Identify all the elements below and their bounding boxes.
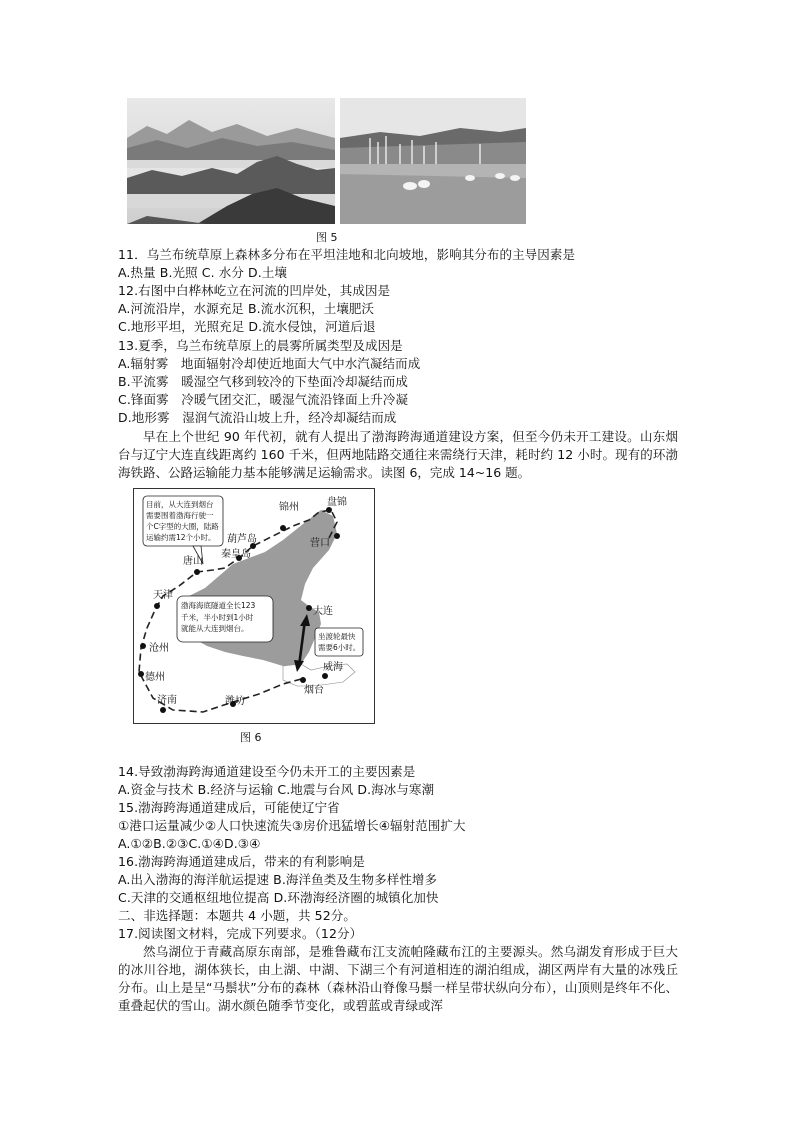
callout-line: 渤海海底隧道全长123 <box>181 601 256 610</box>
city-label-yantai: 烟台 <box>304 685 324 696</box>
city-label-yingkou: 营口 <box>310 538 330 549</box>
question-12-options-cd: C.地形平坦，光照充足 D.流水侵蚀，河道后退 <box>118 319 376 334</box>
bohai-map <box>133 488 375 724</box>
city-label-huludao: 葫芦岛 <box>227 534 257 545</box>
question-16-options-cd: C.天津的交通枢纽地位提高 D.环渤海经济圈的城镇化加快 <box>118 890 439 905</box>
question-16-stem: 16.渤海跨海通道建成后，带来的有利影响是 <box>118 854 365 869</box>
callout-ferry <box>318 631 360 653</box>
city-label-weifang: 潍坊 <box>225 696 245 707</box>
question-13-option-b: B.平流雾 暖湿空气移到较冷的下垫面冷却凝结而成 <box>118 374 408 389</box>
callout-line: 千米，半小时到1小时 <box>181 612 254 622</box>
city-label-jinzhou: 锦州 <box>279 502 299 513</box>
figure-6-caption: 图 6 <box>240 731 262 744</box>
city-label-weihai: 威海 <box>323 662 343 673</box>
callout-line: 坐渡轮最快 <box>318 632 356 641</box>
question-13-option-c: C.锋面雾 冷暖气团交汇，暖湿气流沿锋面上升冷凝 <box>118 392 409 407</box>
city-label-panjin: 盘锦 <box>327 497 347 508</box>
callout-line: 就能从大连到烟台。 <box>181 624 249 633</box>
question-13-option-d: D.地形雾 湿润气流沿山坡上升，经冷却凝结而成 <box>118 410 397 425</box>
question-13-option-a: A.辐射雾 地面辐射冷却使近地面大气中水汽凝结而成 <box>118 356 421 371</box>
city-label-cangzhou: 沧州 <box>149 643 169 654</box>
callout-tunnel <box>181 600 255 635</box>
question-14-options: A.资金与技术 B.经济与运输 C.地震与台风 D.海冰与寒潮 <box>118 782 435 797</box>
section-2-heading: 二、非选择题：本题共 4 小题，共 52分。 <box>118 908 356 923</box>
callout-line: 需要6小时。 <box>318 643 361 652</box>
question-17-material: 然乌湖位于青藏高原东南部，是雅鲁藏布江支流帕隆藏布江的主要源头。然乌湖发育形成于巨大的冰川谷地，湖体狭长，由上湖、中湖、下湖三个有河道相连的湖泊组成，湖区两岸有大量的冰残丘分布。山上是呈“马鬃状”分布的森林（森林沿山脊像马鬃一样呈带状纵向分布），山顶则是终年不化、重叠起伏的雪山。湖水颜色随季节变化，或碧蓝或青绿或浑 <box>118 944 678 1013</box>
reading-passage-bohai: 早在上个世纪 90 年代初，就有人提出了渤海跨海通道建设方案，但至今仍未开工建设。山东烟台与辽宁大连直线距离约 160 千米，但两地陆路交通往来需绕行天津，耗时约 12 小时。现有的环渤海铁路、公路运输能力基本能够满足运输需求。读图 6，完成 14~16 题。 <box>118 429 678 480</box>
question-12-stem: 12.右图中白桦林屹立在河流的凹岸处，其成因是 <box>118 283 391 298</box>
city-label-jinan: 济南 <box>157 695 177 706</box>
figure-5-caption: 图 5 <box>316 231 338 244</box>
question-12-options-ab: A.河流沿岸，水源充足 B.流水沉积，土壤肥沃 <box>118 301 375 316</box>
question-13-stem: 13.夏季，乌兰布统草原上的晨雾所属类型及成因是 <box>118 338 403 353</box>
landscape-photo-mountains-fog <box>127 98 335 224</box>
callout-line: 运输约需12个小时。 <box>146 533 216 542</box>
city-label-dezhou: 德州 <box>145 672 165 683</box>
question-15-options: A.①②B.②③C.①④D.③④ <box>118 836 261 851</box>
question-16-options-ab: A.出入渤海的海洋航运提速 B.海洋鱼类及生物多样性增多 <box>118 872 438 887</box>
callout-line: 目前，从大连到烟台 <box>146 500 214 509</box>
question-11-stem: 11．乌兰布统草原上森林多分布在平坦洼地和北向坡地，影响其分布的主导因素是 <box>118 247 576 262</box>
city-label-qinhuangdao: 秦皇岛 <box>221 549 251 560</box>
callout-line: 个C字型的大圈，陆路 <box>146 522 219 531</box>
landscape-photo-birch-grassland <box>340 98 526 224</box>
question-15-items: ①港口运量减少②人口快速流失③房价迅猛增长④辐射范围扩大 <box>118 818 466 833</box>
city-label-tangshan: 唐山 <box>183 556 203 567</box>
city-label-tianjin: 天津 <box>153 590 173 601</box>
city-label-dalian: 大连 <box>313 606 333 617</box>
callout-line: 需要围着渤海行驶一 <box>146 511 214 520</box>
question-11-options: A.热量 B.光照 C. 水分 D.土壤 <box>118 265 288 280</box>
question-17-stem: 17.阅读图文材料，完成下列要求。（12分） <box>118 926 363 941</box>
question-14-stem: 14.导致渤海跨海通道建设至今仍未开工的主要因素是 <box>118 764 416 779</box>
callout-current-route <box>146 499 219 543</box>
question-15-stem: 15.渤海跨海通道建成后，可能使辽宁省 <box>118 800 340 815</box>
